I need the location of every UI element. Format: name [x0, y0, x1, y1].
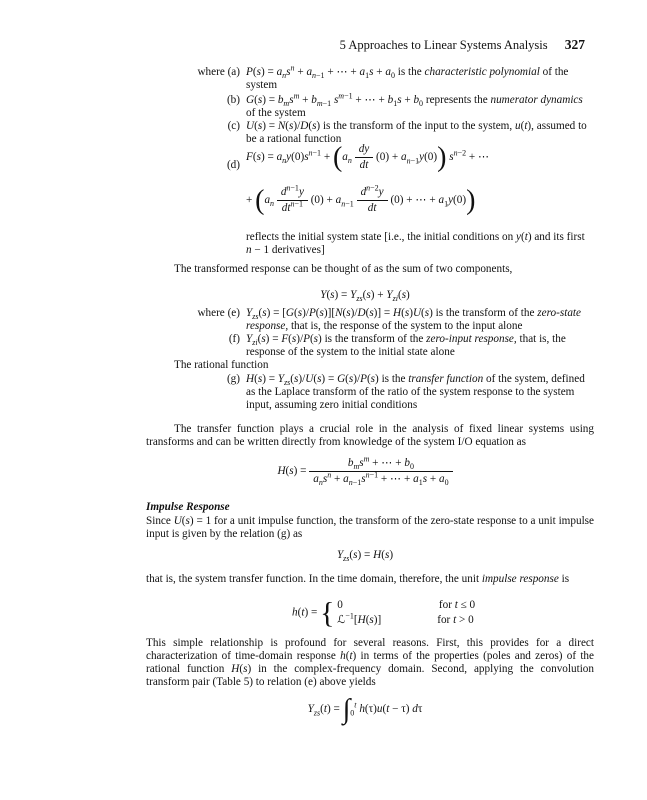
definition-f-text: $Y_{zi}(s) = F(s)/P(s)$ is the transform of the zero-input response, that is, the response of the system to the initial state alone [246, 333, 566, 358]
definition-b-label: (b) [226, 94, 240, 106]
running-header [340, 37, 585, 53]
equation-zero-state-impulse: $Y_{zs}(s) = H(s)$ [336, 549, 394, 564]
definition-a-text: $P(s) = a_ns^n + a_{n-1}$ + ⋯ + $a_1s + a_0$ is the characteristic polynomial of the system [246, 63, 569, 91]
equation-convolution: $Y_{zs}(t) = \int_0^t$ h(τ)u(t − τ) dτ [307, 694, 423, 725]
paragraph-impulse-intro: Since U(s) = 1 for a unit impulse function, the transform of the zero-state response to a unit impulse input is given by the relation (g) as [146, 515, 594, 540]
paragraph-profound-relationship: This simple relationship is profound for several reasons. First, this provides for a direct characterization of time-domain response h(t) in terms of the properties (poles and zeros) of the rational function H(s) in the complex-frequency domain. Second, applying the convolution transform pair (Table 5) to relation (e) above yields [146, 637, 594, 688]
rational-function-heading: The rational function [174, 359, 269, 371]
definition-c-text: U(s) = N(s)/D(s) is the transform of the input to the system, u(t), assumed to be a rational function [246, 120, 587, 145]
definition-g-text: $H(s) = Y_{zs}(s)/U(s) = G(s)/P(s)$ is the transfer function of the system, defined as the Laplace transform of the ratio of the system response to the system input, assuming zero initial conditions [246, 373, 585, 411]
section-heading-impulse-response: Impulse Response [146, 501, 230, 513]
initial-condition-equation-line1: $F(s) = a_ny(0)s^{n-1} + (a_n$ $\frac{dy}{dt}$ $(0) + a_{n-1}y(0)$) $s^{n-2}$ + ⋯ [246, 142, 490, 173]
page-number: 327 [564, 37, 585, 52]
paragraph-transformed-response: The transformed response can be thought of as the sum of two components, [174, 263, 513, 275]
definition-g-label: (g) [226, 373, 240, 385]
paragraph-transfer-function: The transfer function plays a crucial role in the analysis of fixed linear systems using transforms and can be written directly from knowledge of the system I/O equation as [146, 423, 594, 448]
definition-d-label: (d) [226, 159, 240, 171]
definition-b-text: $G(s) = b_ms^m + b_{m-1}$ $s^{m-1}$ + ⋯ + $b_1s + b_0$ represents the numerator dynamics of the system [246, 91, 583, 119]
definition-a-label: where (a) [197, 66, 240, 78]
equation-total-response: $Y(s) = Y_{zs}(s) + Y_{zi}(s)$ [320, 289, 410, 304]
equation-transfer-function: H(s) = $\frac{b_ms^m + \cdots + b_0}{a_ns^n + a_{n-1}s^{n-1} + \cdots + a_1s + a_0}$ [140, 457, 590, 486]
running-section-title: 5 Approaches to Linear Systems Analysis [339, 38, 548, 52]
paragraph-time-domain: that is, the system transfer function. In the time domain, therefore, the unit impulse response is [146, 573, 570, 585]
equation-impulse-response: h(t) = { 0 for t ≤ 0 ℒ$^{-1}$[H(s)] for t > 0 [292, 596, 476, 630]
definition-f-label: (f) [228, 333, 240, 345]
definition-d-text: reflects the initial system state [i.e., the initial conditions on y(t) and its first n − 1 derivatives] [246, 231, 585, 256]
initial-condition-equation-line2: + ($a_n$ $\frac{d^{n-1}y}{dt^{n-1}}$ $(0) + a_{n-1}$ $\frac{d^{n-2}y}{dt}$ (0) + ⋯ + $a_1y(0)$) [246, 183, 476, 216]
definition-c-label: (c) [227, 120, 240, 132]
definition-e-text: $Y_{zs}(s) = [G(s)/P(s)][N(s)/D(s)] = H(s)U(s)$ is the transform of the zero-state response, that is, the response of the system to the input alone [246, 307, 581, 332]
definition-e-label: where (e) [197, 307, 240, 319]
